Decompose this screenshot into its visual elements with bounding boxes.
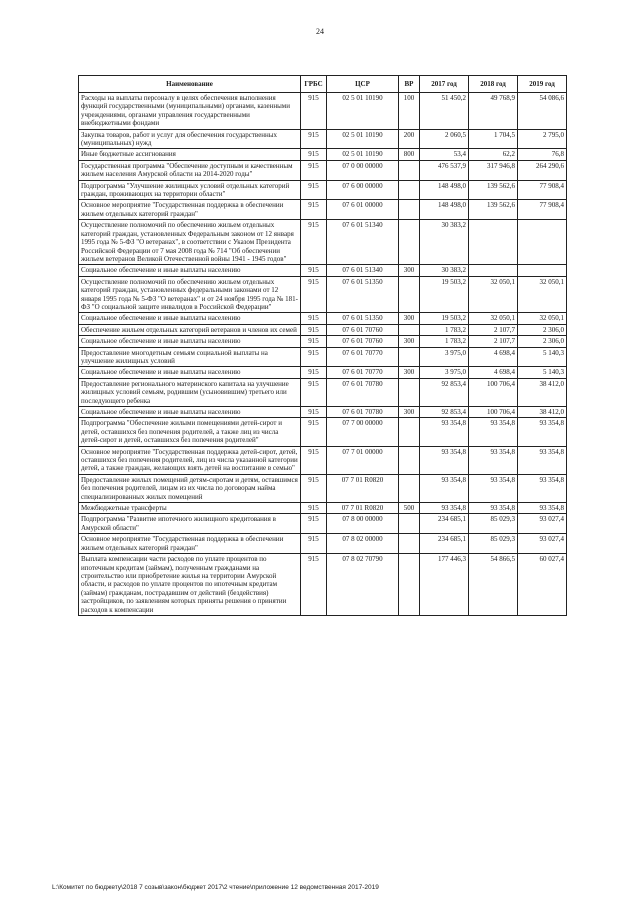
table-row [79, 149, 567, 160]
cell-grbs: 915 [301, 407, 327, 418]
cell-y2017: 51 450,2 [420, 93, 469, 130]
cell-y2018: 4 698,4 [469, 347, 518, 367]
cell-y2018 [469, 265, 518, 276]
cell-vr: 300 [399, 336, 420, 347]
cell-y2017: 148 498,0 [420, 200, 469, 220]
table-row [79, 313, 567, 324]
cell-vr [399, 446, 420, 474]
cell-name: Основное мероприятие "Государственная поддержка детей-сирот, детей, оставшихся без попечения родителей, лиц из числа указанной категории детей, а также граждан, желающих взять детей на воспитание в семью" [79, 446, 301, 474]
table-row [79, 554, 567, 616]
cell-y2018: 93 354,8 [469, 418, 518, 446]
cell-csr: 07 6 01 51340 [327, 265, 399, 276]
cell-vr: 500 [399, 503, 420, 514]
cell-vr [399, 200, 420, 220]
cell-y2017: 92 853,4 [420, 407, 469, 418]
header-2018: 2018 год [469, 76, 518, 93]
cell-name: Расходы на выплаты персоналу в целях обеспечения выполнения функций государственными (муниципальными) органами, казенными учреждениями, органами управления государственными внебюджетными фондами [79, 93, 301, 130]
cell-y2017: 3 975,0 [420, 367, 469, 378]
cell-y2018: 32 050,1 [469, 313, 518, 324]
cell-csr: 07 8 00 00000 [327, 514, 399, 534]
cell-y2018: 317 946,8 [469, 160, 518, 180]
cell-csr: 07 8 02 70790 [327, 554, 399, 616]
cell-name: Социальное обеспечение и иные выплаты населению [79, 407, 301, 418]
cell-csr: 02 5 01 10190 [327, 149, 399, 160]
cell-y2018: 85 029,3 [469, 514, 518, 534]
budget-table [78, 75, 567, 616]
cell-csr: 07 6 01 70760 [327, 324, 399, 335]
cell-grbs: 915 [301, 313, 327, 324]
cell-y2019: 93 027,4 [518, 534, 567, 554]
cell-y2019: 264 290,6 [518, 160, 567, 180]
cell-y2018: 49 768,9 [469, 93, 518, 130]
cell-y2018: 2 107,7 [469, 336, 518, 347]
table-row [79, 336, 567, 347]
cell-y2018: 1 704,5 [469, 129, 518, 149]
table-row [79, 276, 567, 313]
cell-name: Обеспечение жильем отдельных категорий ветеранов и членов их семей [79, 324, 301, 335]
cell-y2019: 2 306,0 [518, 324, 567, 335]
cell-y2017: 93 354,8 [420, 418, 469, 446]
cell-vr [399, 534, 420, 554]
cell-vr [399, 474, 420, 502]
cell-vr [399, 220, 420, 265]
table-row [79, 220, 567, 265]
cell-csr: 07 7 01 R0820 [327, 474, 399, 502]
table-row [79, 514, 567, 534]
cell-y2019: 93 354,8 [518, 503, 567, 514]
header-vr: ВР [399, 76, 420, 93]
cell-vr: 300 [399, 265, 420, 276]
cell-y2017: 1 783,2 [420, 336, 469, 347]
header-grbs: ГРБС [301, 76, 327, 93]
cell-y2017: 234 685,1 [420, 534, 469, 554]
cell-grbs: 915 [301, 514, 327, 534]
cell-csr: 07 7 01 00000 [327, 446, 399, 474]
cell-grbs: 915 [301, 160, 327, 180]
cell-csr: 07 6 01 70780 [327, 378, 399, 406]
cell-y2019: 60 027,4 [518, 554, 567, 616]
cell-grbs: 915 [301, 180, 327, 200]
cell-y2017: 1 783,2 [420, 324, 469, 335]
table-row [79, 474, 567, 502]
cell-grbs: 915 [301, 336, 327, 347]
table-row [79, 180, 567, 200]
cell-y2019: 93 354,8 [518, 474, 567, 502]
cell-y2018 [469, 220, 518, 265]
cell-y2019: 93 354,8 [518, 446, 567, 474]
table-body [79, 93, 567, 616]
cell-y2019: 93 027,4 [518, 514, 567, 534]
cell-y2019: 38 412,0 [518, 378, 567, 406]
cell-name: Закупка товаров, работ и услуг для обеспечения государственных (муниципальных) нужд [79, 129, 301, 149]
cell-grbs: 915 [301, 418, 327, 446]
cell-name: Иные бюджетные ассигнования [79, 149, 301, 160]
table-row [79, 160, 567, 180]
cell-grbs: 915 [301, 265, 327, 276]
cell-vr [399, 160, 420, 180]
cell-y2018: 139 562,6 [469, 180, 518, 200]
cell-csr: 07 6 01 51340 [327, 220, 399, 265]
cell-y2017: 19 503,2 [420, 276, 469, 313]
cell-y2019: 38 412,0 [518, 407, 567, 418]
table-row [79, 407, 567, 418]
cell-vr: 300 [399, 313, 420, 324]
cell-name: Социальное обеспечение и иные выплаты населению [79, 265, 301, 276]
cell-name: Осуществление полномочий по обеспечению жильем отдельных категорий граждан, установленных Федеральным законом от 12 января 1995 года № 5-ФЗ "О ветеранах", в соответствии с Указом Президента Российской Федерации от 7 мая 2008 года № 714 "Об обеспечении жильем ветеранов Великой Отечественной войны 1941 - 1945 годов" [79, 220, 301, 265]
cell-y2018: 93 354,8 [469, 446, 518, 474]
page-number: 24 [316, 27, 324, 36]
table-row [79, 347, 567, 367]
table-row [79, 324, 567, 335]
cell-y2019: 2 306,0 [518, 336, 567, 347]
cell-grbs: 915 [301, 200, 327, 220]
cell-name: Социальное обеспечение и иные выплаты населению [79, 313, 301, 324]
cell-name: Государственная программа "Обеспечение доступным и качественным жильем населения Амурской области на 2014-2020 годы" [79, 160, 301, 180]
cell-csr: 07 6 01 51350 [327, 313, 399, 324]
cell-name: Подпрограмма "Развитие ипотечного жилищного кредитования в Амурской области" [79, 514, 301, 534]
header-csr: ЦСР [327, 76, 399, 93]
cell-grbs: 915 [301, 474, 327, 502]
cell-vr: 300 [399, 407, 420, 418]
cell-csr: 07 6 01 70770 [327, 367, 399, 378]
cell-csr: 07 6 01 70770 [327, 347, 399, 367]
cell-csr: 07 6 00 00000 [327, 180, 399, 200]
header-2017: 2017 год [420, 76, 469, 93]
cell-y2019: 32 050,1 [518, 313, 567, 324]
cell-y2018: 139 562,6 [469, 200, 518, 220]
cell-name: Основное мероприятие "Государственная поддержка в обеспечении жильем отдельных категорий граждан" [79, 200, 301, 220]
cell-csr: 02 5 01 10190 [327, 129, 399, 149]
cell-vr: 300 [399, 367, 420, 378]
cell-y2017: 148 498,0 [420, 180, 469, 200]
cell-vr [399, 418, 420, 446]
cell-y2019: 76,8 [518, 149, 567, 160]
cell-y2018: 62,2 [469, 149, 518, 160]
table-row [79, 446, 567, 474]
cell-y2018: 100 706,4 [469, 407, 518, 418]
cell-grbs: 915 [301, 554, 327, 616]
cell-name: Предоставление жилых помещений детям-сиротам и детям, оставшимся без попечения родителей, лицам из их числа по договорам найма специализированных жилых помещений [79, 474, 301, 502]
cell-y2019: 2 795,0 [518, 129, 567, 149]
cell-y2018: 32 050,1 [469, 276, 518, 313]
cell-y2019: 93 354,8 [518, 418, 567, 446]
cell-csr: 07 8 02 00000 [327, 534, 399, 554]
cell-y2019: 5 140,3 [518, 347, 567, 367]
cell-name: Подпрограмма "Улучшение жилищных условий отдельных категорий граждан, проживающих на территории области" [79, 180, 301, 200]
cell-y2017: 2 060,5 [420, 129, 469, 149]
cell-y2019: 32 050,1 [518, 276, 567, 313]
cell-y2019: 77 908,4 [518, 200, 567, 220]
table-row [79, 378, 567, 406]
cell-y2019: 54 086,6 [518, 93, 567, 130]
cell-csr: 07 0 00 00000 [327, 160, 399, 180]
cell-y2017: 3 975,0 [420, 347, 469, 367]
table-row [79, 129, 567, 149]
cell-grbs: 915 [301, 149, 327, 160]
cell-vr: 100 [399, 93, 420, 130]
cell-vr: 800 [399, 149, 420, 160]
table-row [79, 418, 567, 446]
cell-csr: 07 6 01 70780 [327, 407, 399, 418]
cell-y2017: 30 383,2 [420, 265, 469, 276]
cell-vr [399, 276, 420, 313]
cell-y2018: 54 866,5 [469, 554, 518, 616]
cell-vr [399, 347, 420, 367]
table-row [79, 265, 567, 276]
table-row [79, 534, 567, 554]
cell-grbs: 915 [301, 220, 327, 265]
cell-y2019: 77 908,4 [518, 180, 567, 200]
cell-grbs: 915 [301, 324, 327, 335]
cell-y2017: 93 354,8 [420, 503, 469, 514]
cell-vr [399, 554, 420, 616]
cell-y2017: 234 685,1 [420, 514, 469, 534]
cell-grbs: 915 [301, 534, 327, 554]
header-2019: 2019 год [518, 76, 567, 93]
cell-y2017: 53,4 [420, 149, 469, 160]
cell-vr [399, 514, 420, 534]
cell-y2017: 30 383,2 [420, 220, 469, 265]
cell-csr: 07 6 01 51350 [327, 276, 399, 313]
cell-csr: 02 5 01 10190 [327, 93, 399, 130]
cell-name: Осуществление полномочий по обеспечению жильем отдельных категорий граждан, установленных федеральными законами от 12 января 1995 года № 5-ФЗ "О ветеранах" и от 24 ноября 1995 года № 181-ФЗ "О социальной защите инвалидов в Российской Федерации" [79, 276, 301, 313]
cell-y2018: 100 706,4 [469, 378, 518, 406]
cell-y2017: 19 503,2 [420, 313, 469, 324]
cell-name: Социальное обеспечение и иные выплаты населению [79, 367, 301, 378]
cell-y2017: 177 446,3 [420, 554, 469, 616]
cell-name: Межбюджетные трансферты [79, 503, 301, 514]
cell-csr: 07 6 01 70760 [327, 336, 399, 347]
cell-name: Социальное обеспечение и иные выплаты населению [79, 336, 301, 347]
cell-y2018: 4 698,4 [469, 367, 518, 378]
cell-grbs: 915 [301, 276, 327, 313]
cell-vr [399, 324, 420, 335]
header-name: Наименование [79, 76, 301, 93]
table-row [79, 200, 567, 220]
table-header-row [79, 76, 567, 93]
cell-csr: 07 7 01 R0820 [327, 503, 399, 514]
cell-grbs: 915 [301, 503, 327, 514]
cell-y2017: 93 354,8 [420, 446, 469, 474]
cell-y2018: 85 029,3 [469, 534, 518, 554]
cell-y2017: 92 853,4 [420, 378, 469, 406]
cell-csr: 07 6 01 00000 [327, 200, 399, 220]
cell-y2017: 476 537,9 [420, 160, 469, 180]
cell-grbs: 915 [301, 129, 327, 149]
cell-name: Предоставление многодетным семьям социальной выплаты на улучшение жилищных условий [79, 347, 301, 367]
cell-y2019 [518, 265, 567, 276]
cell-csr: 07 7 00 00000 [327, 418, 399, 446]
cell-grbs: 915 [301, 378, 327, 406]
cell-name: Предоставление регионального материнского капитала на улучшение жилищных условий семьям, родившим (усыновившим) третьего или последующего ребенка [79, 378, 301, 406]
cell-name: Выплата компенсации части расходов по уплате процентов по ипотечным кредитам (займам), полученным гражданами на строительство или приобретение жилья на территории Амурской области, и расходов по уплате процентов по ипотечным кредитам (займам) гражданам, пострадавшим от действий (бездействия) застройщиков, по заявлениям которых приняты решения о принятии расходов к компенсации [79, 554, 301, 616]
cell-y2019 [518, 220, 567, 265]
cell-y2018: 93 354,8 [469, 503, 518, 514]
cell-name: Подпрограмма "Обеспечение жилыми помещениями детей-сирот и детей, оставшихся без попечения родителей, а также лиц из числа детей-сирот и детей, оставшихся без попечения родителей" [79, 418, 301, 446]
cell-grbs: 915 [301, 367, 327, 378]
table-row [79, 367, 567, 378]
table-row [79, 93, 567, 130]
cell-vr [399, 378, 420, 406]
cell-vr: 200 [399, 129, 420, 149]
cell-grbs: 915 [301, 446, 327, 474]
cell-y2017: 93 354,8 [420, 474, 469, 502]
cell-y2019: 5 140,3 [518, 367, 567, 378]
cell-grbs: 915 [301, 93, 327, 130]
footer-file-path: L:\Комитет по бюджету\2018 7 созыв\закон\бюджет 2017\2 чтение\приложение 12 ведомственная 2017-2019 [52, 884, 379, 891]
cell-y2018: 93 354,8 [469, 474, 518, 502]
table-row [79, 503, 567, 514]
cell-grbs: 915 [301, 347, 327, 367]
cell-vr [399, 180, 420, 200]
cell-y2018: 2 107,7 [469, 324, 518, 335]
cell-name: Основное мероприятие "Государственная поддержка в обеспечении жильем отдельных категорий граждан" [79, 534, 301, 554]
